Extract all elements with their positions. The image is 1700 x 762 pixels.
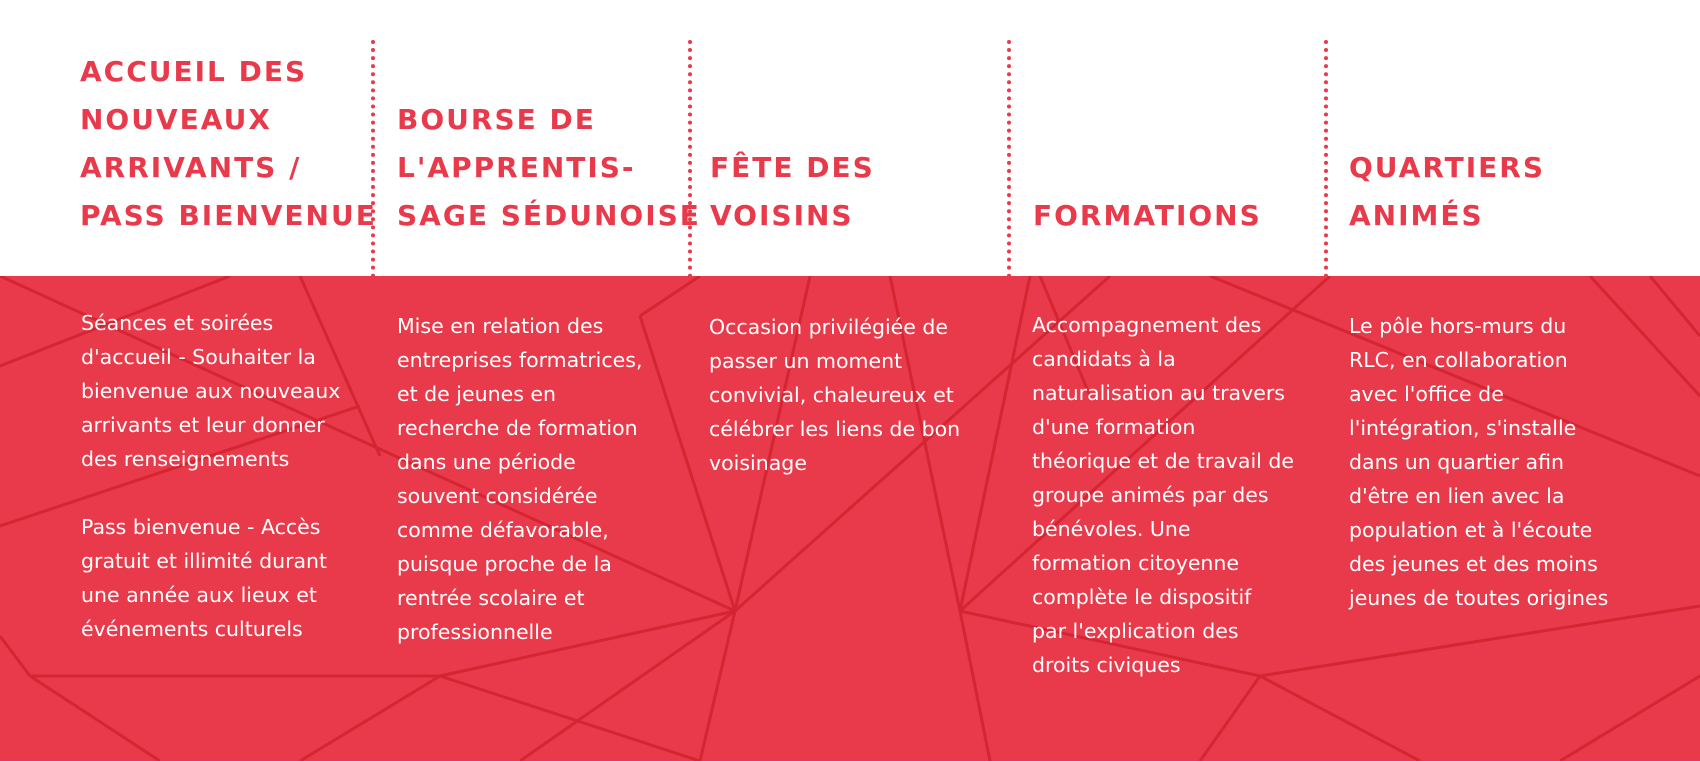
heading-quartiers-animes: QUARTIERS ANIMÉS xyxy=(1349,151,1546,232)
text-accueil-nouveaux-arrivants: Séances et soirées d'accueil - Souhaiter la bienvenue aux nouveaux arrivants et leur donner des renseignements Pass bienvenue - Accès gratuit et illimité durant une année aux lieux et événements culturels xyxy=(81,311,341,641)
heading-bourse-apprentissage: BOURSE DE L'APPRENTIS- SAGE SÉDUNOISE xyxy=(397,103,701,232)
text-formations: Accompagnement des candidats à la naturalisation au travers d'une formation théorique et de travail de groupe animés par des bénévoles. Une formation citoyenne complète le dispositif par l'explication des droits civiques xyxy=(1032,313,1295,677)
heading-fete-des-voisins: FÊTE DES VOISINS xyxy=(710,151,875,232)
column-separator xyxy=(1007,40,1011,278)
text-fete-des-voisins: Occasion privilégiée de passer un moment convivial, chaleureux et célébrer les liens de bon voisinage xyxy=(709,315,961,475)
text-bourse-apprentissage: Mise en relation des entreprises formatrices, et de jeunes en recherche de formation dans une période souvent considérée comme défavorable, puisque proche de la rentrée scolaire et professionnelle xyxy=(397,314,643,644)
column-separator xyxy=(1324,40,1328,278)
heading-accueil-nouveaux-arrivants: ACCUEIL DES NOUVEAUX ARRIVANTS / PASS BIENVENUE xyxy=(80,55,377,232)
heading-formations: FORMATIONS xyxy=(1033,199,1262,232)
text-quartiers-animes: Le pôle hors-murs du RLC, en collaboration avec l'office de l'intégration, s'installe dans un quartier afin d'être en lien avec la population et à l'écoute des jeunes et des moins jeunes de toutes origines xyxy=(1349,314,1609,610)
